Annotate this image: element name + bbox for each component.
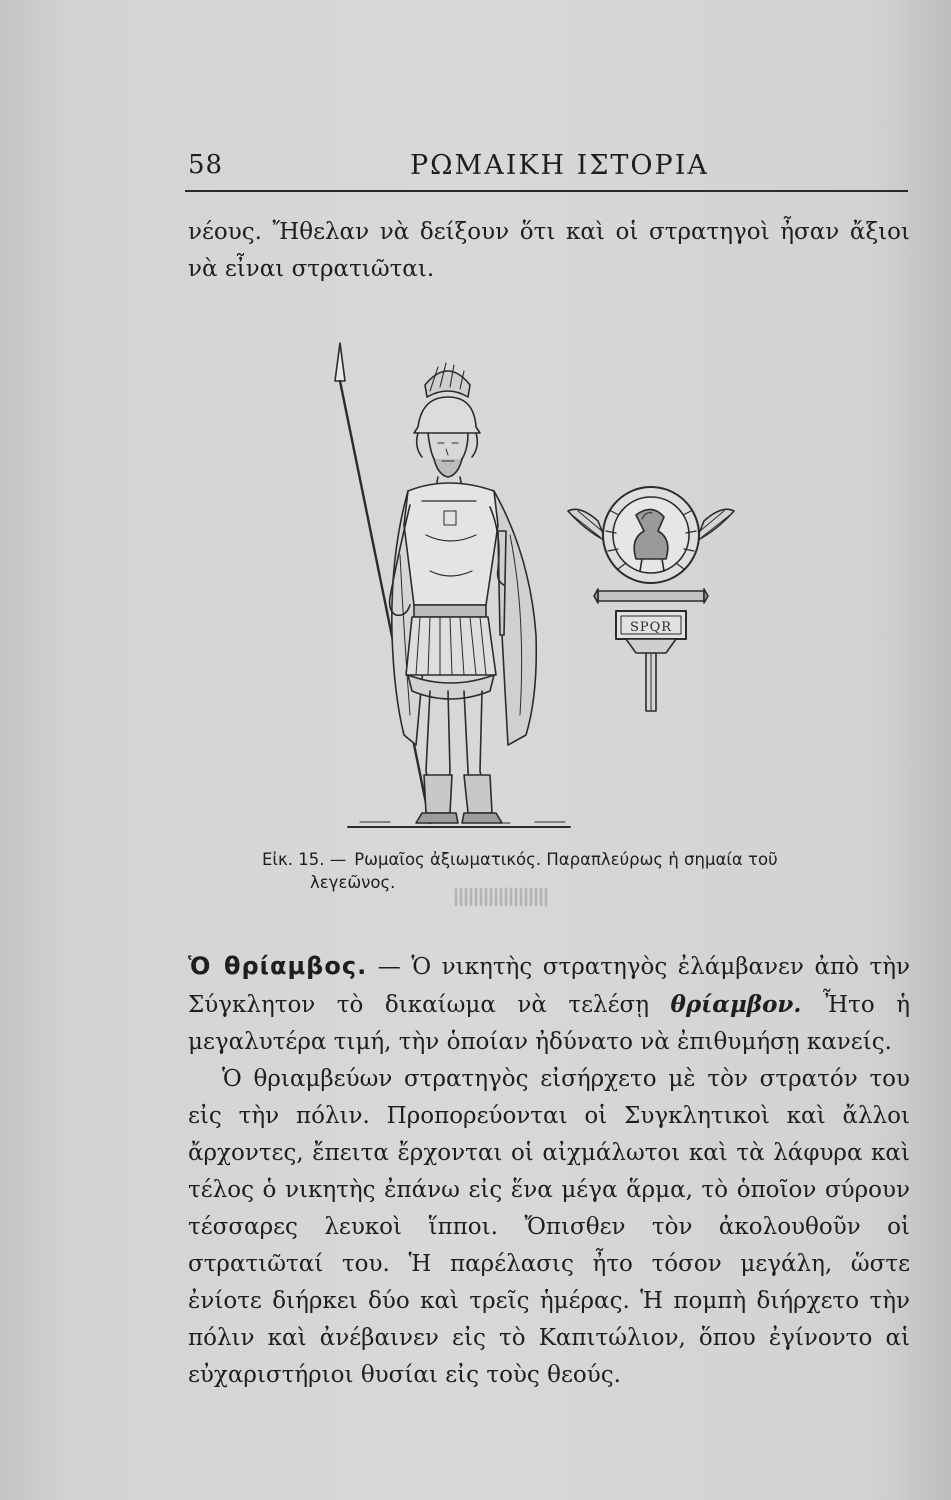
title-dash: — <box>377 954 401 980</box>
ink-smudge <box>455 888 550 906</box>
page-number: 58 <box>188 150 224 180</box>
header-rule <box>185 190 908 192</box>
caption-line-2: λεγεῶνος. <box>310 873 396 892</box>
spqr-label: SPQR <box>629 620 673 635</box>
figure-caption <box>262 848 922 894</box>
legion-standard-icon <box>568 487 734 711</box>
paragraph-1-start: Ὁ νικητὴς στρατηγὸς ἐλάμβανεν ἀπὸ τὴν Σύγκλητον τὸ δικαίωμα νὰ τελέσῃ <box>188 954 911 1018</box>
figure-svg <box>330 335 770 835</box>
paragraph-1-end: Ἦτο ἡ μεγαλυτέρα τιμή, τὴν ὁποίαν ἠδύνατο νὰ ἐπιθυμήσῃ κανείς. <box>188 992 910 1055</box>
figure-illustration <box>330 335 770 835</box>
caption-label: Εἰκ. 15. — <box>262 850 347 869</box>
term-triumph: θρίαμβον. <box>670 991 802 1018</box>
intro-paragraph: νέους. Ἤθελαν νὰ δείξουν ὅτι καὶ οἱ στρατηγοὶ ἦσαν ἄξιοι νὰ εἶναι στρατιῶται. <box>188 219 910 282</box>
caption-line-1: Ρωμαῖος ἀξιωματικός. Παραπλεύρως ἡ σημαία τοῦ <box>354 850 778 869</box>
section-paragraph-1 <box>188 948 910 1061</box>
section-paragraph-2: Ὁ θριαμβεύων στρατηγὸς εἰσήρχετο μὲ τὸν στρατόν του εἰς τὴν πόλιν. Προπορεύονται οἱ Συγκλητικοὶ καὶ ἄλλοι ἄρχοντες, ἔπειτα ἔρχονται οἱ αἰχμάλωτοι καὶ τὰ λάφυρα καὶ τέλος ὁ νικητὴς ἐπάνω εἰς ἕνα μέγα ἅρμα, τὸ ὁποῖον σύρουν τέσσαρες λευκοὶ ἵπποι. Ὄπισθεν τὸν ἀκολουθοῦν οἱ στρατιῶταί του. Ἡ παρέλασις ἦτο τόσον μεγάλη, ὥστε ἐνίοτε διήρκει δύο καὶ τρεῖς ἡμέρας. Ἡ πομπὴ διήρχετο τὴν πόλιν καὶ ἀνέβαινεν εἰς τὸ Καπιτώλιον, ὅπου ἐγίνοντο αἱ εὐχαριστήριοι θυσίαι εἰς τοὺς θεούς. <box>188 1066 910 1388</box>
section-title: Ὁ θρίαμβος. <box>188 952 368 980</box>
section-triumph <box>188 948 910 1394</box>
roman-officer-figure <box>390 363 537 823</box>
running-title: ΡΩΜΑΙΚΗ ΙΣΤΟΡΙΑ <box>410 150 709 181</box>
